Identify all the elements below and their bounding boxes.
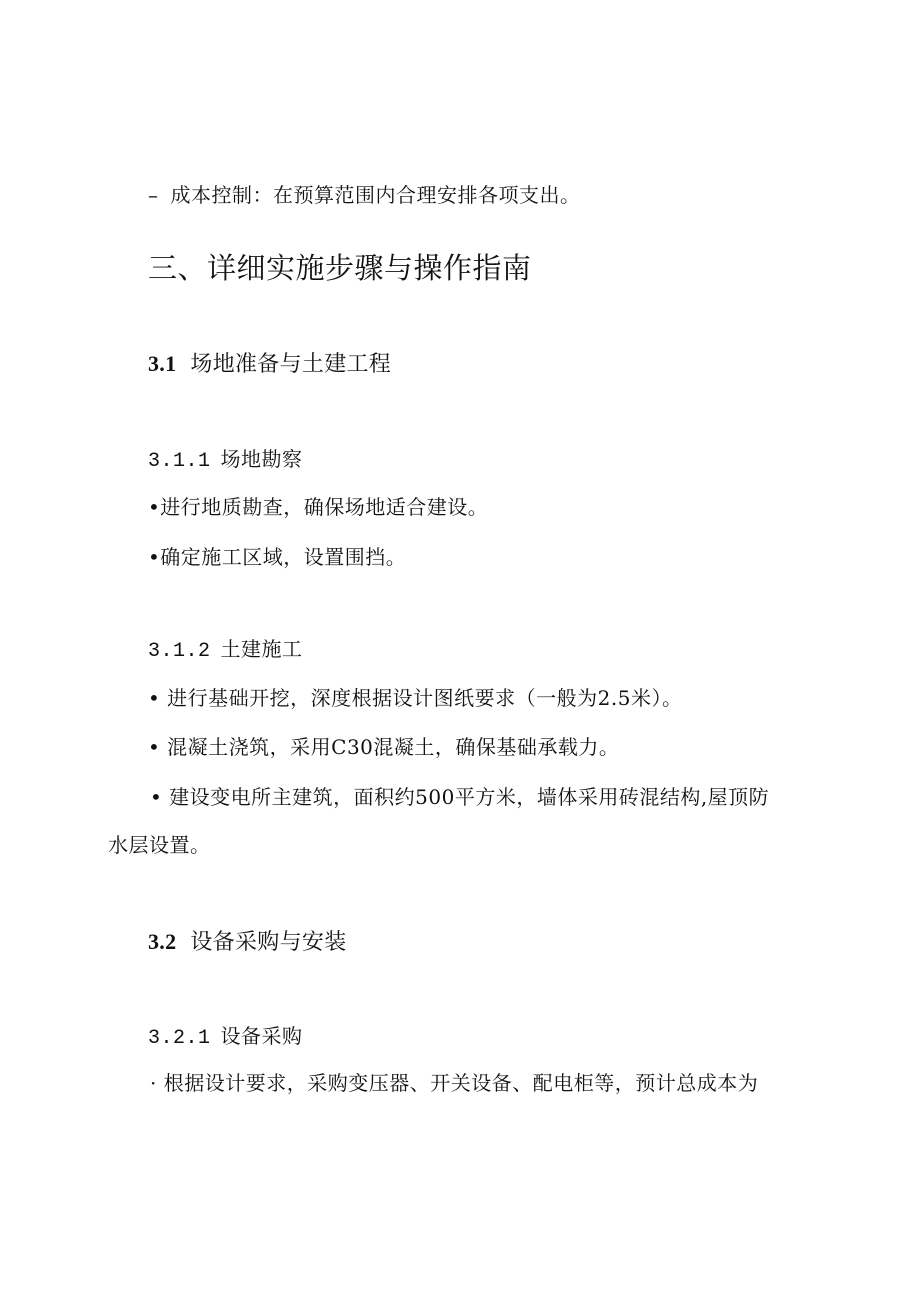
section-3-1-title: 场地准备与土建工程 <box>190 352 392 377</box>
list-item: •确定施工区域，设置围挡。 <box>148 545 407 569</box>
section-3-1-2-heading <box>148 639 303 662</box>
list-item: • 进行基础开挖，深度根据设计图纸要求（一般为2.5米）。 <box>148 686 683 710</box>
section-3-2-1-number: 3.2.1 <box>148 1027 211 1050</box>
section-3-2-number: 3.2 <box>148 929 177 954</box>
section-3-1-1-number: 3.1.1 <box>148 450 211 473</box>
cost-control-item <box>148 185 581 205</box>
section-3-1-2-title: 土建施工 <box>220 637 303 661</box>
list-item: •进行地质勘查，确保场地适合建设。 <box>148 495 489 519</box>
section-3-2-1-title: 设备采购 <box>220 1024 303 1048</box>
dash-marker: – <box>148 183 159 207</box>
section-3-1-2-number: 3.1.2 <box>148 640 211 663</box>
section-3-1-heading <box>148 353 391 376</box>
list-item: • 建设变电所主建筑，面积约500平方米，墙体采用砖混结构,屋顶防 <box>150 785 770 809</box>
list-item-continuation: 水层设置。 <box>108 833 211 857</box>
section-3-2-1-heading <box>148 1026 303 1049</box>
section-3-1-1-heading <box>148 449 303 472</box>
section-3-1-1-title: 场地勘察 <box>220 447 303 471</box>
section-3-1-number: 3.1 <box>148 351 177 376</box>
list-item: • 混凝土浇筑，采用C30混凝土，确保基础承载力。 <box>148 735 620 759</box>
section-3-2-heading <box>148 931 347 954</box>
section-3-heading: 三、详细实施步骤与操作指南 <box>148 251 532 285</box>
section-3-2-title: 设备采购与安装 <box>190 930 347 955</box>
cost-control-text: 成本控制：在预算范围内合理安排各项支出。 <box>170 183 581 207</box>
list-item: · 根据设计要求，采购变压器、开关设备、配电柜等，预计总成本为 <box>150 1071 759 1095</box>
